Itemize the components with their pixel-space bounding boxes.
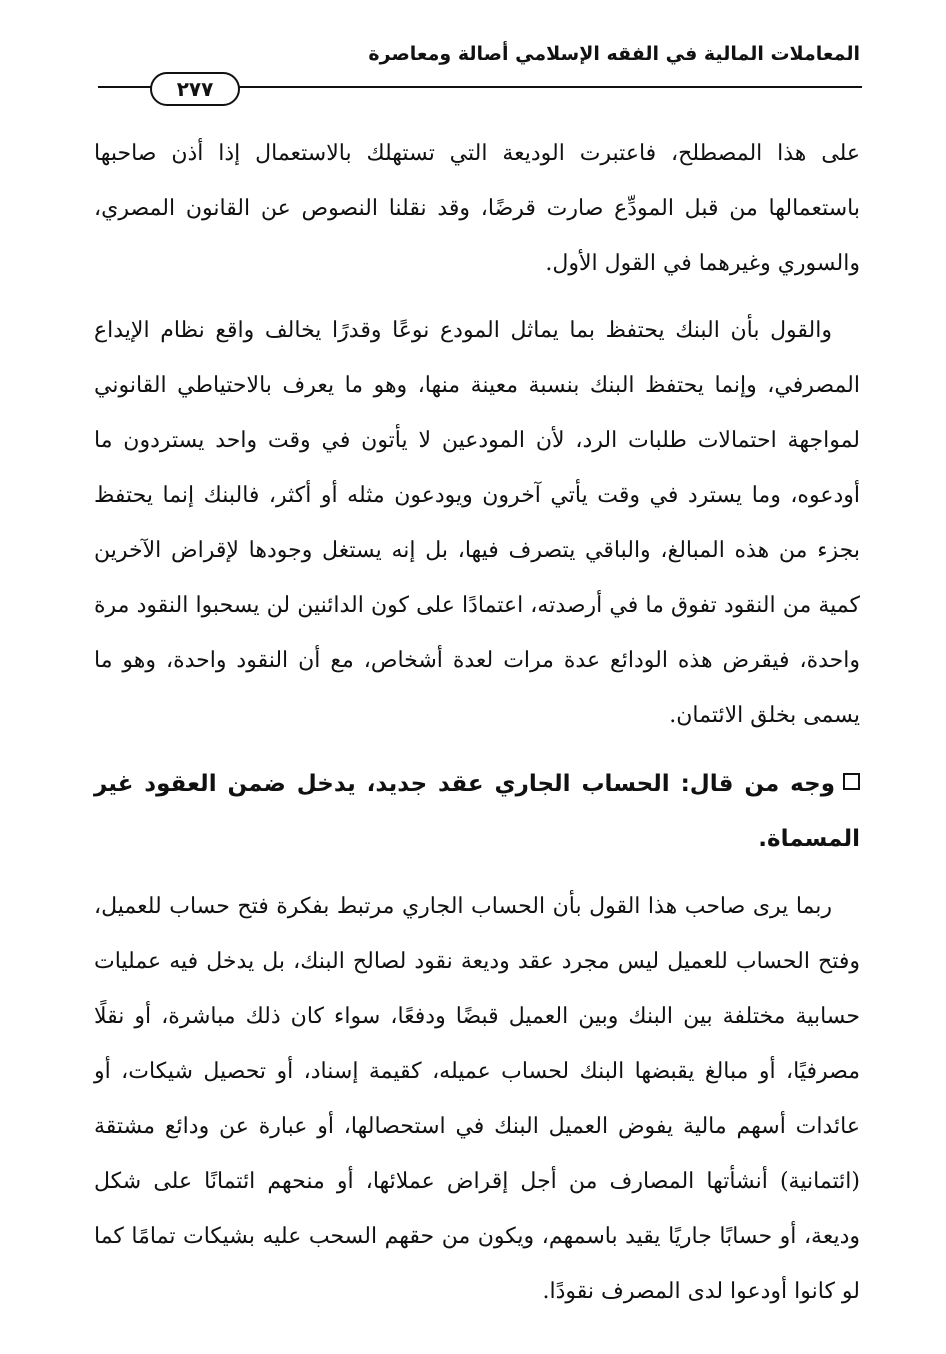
paragraph-current-account: ربما يرى صاحب هذا القول بأن الحساب الجاري مرتبط بفكرة فتح حساب للعميل، وفتح الحساب للعميل ليس مجرد عقد وديعة نقود لصالح البنك، بل يدخل فيه عمليات حسابية مختلفة بين البنك وبين العميل قبضًا ودفعًا، سواء كان ذلك مباشرة، أو نقلًا مصرفيًا، أو مبالغ يقبضها البنك لحساب عميله، كقيمة إسناد، أو تحصيل شيكات، أو عائدات أسهم مالية يفوض العميل البنك في استحصالها، أو عبارة عن ودائع مشتقة (ائتمانية) أنشأتها المصارف من أجل إقراض عملائها، أو منحهم ائتمانًا على شكل وديعة، أو حسابًا جاريًا يقيد باسمهم، ويكون من حقهم السحب عليه بشيكات تمامًا كما لو كانوا أودعوا لدى المصرف نقودًا.: [94, 894, 860, 1304]
running-header-title: المعاملات المالية في الفقه الإسلامي أصالة ومعاصرة: [368, 43, 860, 65]
section-heading: [94, 757, 860, 867]
square-bullet-icon: [843, 773, 860, 790]
page-number-badge: ٢٧٧: [150, 72, 240, 106]
section-heading-text: وجه من قال: الحساب الجاري عقد جديد، يدخل ضمن العقود غير المسماة.: [94, 771, 860, 852]
page-body: [94, 126, 860, 1319]
paragraph-banking-reserve: والقول بأن البنك يحتفظ بما يماثل المودع نوعًا وقدرًا يخالف واقع نظام الإيداع المصرفي، وإنما يحتفظ البنك بنسبة معينة منها، وهو ما يعرف بالاحتياطي القانوني لمواجهة احتمالات طلبات الرد، لأن المودعين لا يأتون في وقت واحد يستردون ما أودعوه، وما يسترد في وقت يأتي آخرون ويودعون مثله أو أكثر، فالبنك إنما يحتفظ بجزء من هذه المبالغ، والباقي يتصرف فيها، بل إنه يستغل وجودها لإقراض الآخرين كمية من النقود تفوق ما في أرصدته، اعتمادًا على كون الدائنين لن يسحبوا النقود مرة واحدة، فيقرض هذه الودائع عدة مرات لعدة أشخاص، مع أن النقود واحدة، وهو ما يسمى بخلق الائتمان.: [94, 318, 860, 728]
paragraph-continuation: على هذا المصطلح، فاعتبرت الوديعة التي تستهلك بالاستعمال إذا أذن صاحبها باستعمالها من قبل المودِّع صارت قرضًا، وقد نقلنا النصوص عن القانون المصري، والسوري وغيرهما في القول الأول.: [94, 141, 860, 276]
